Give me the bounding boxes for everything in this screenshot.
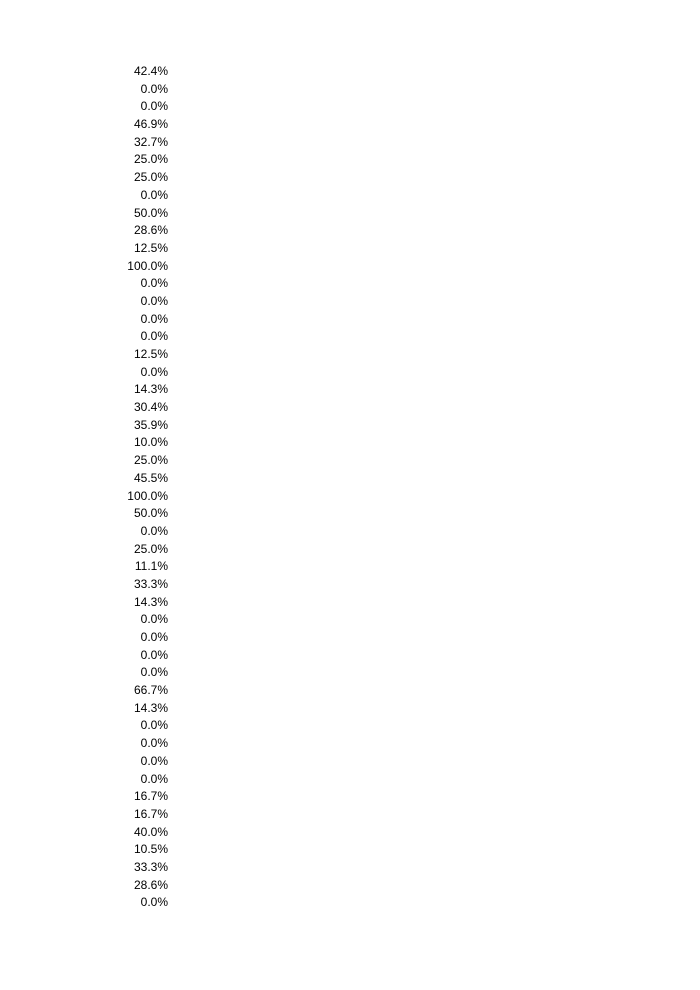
percentage-cell: 45.5% (133, 470, 168, 485)
percentage-cell: 100.0% (127, 488, 168, 503)
percentage-cell: 0.0% (140, 329, 168, 344)
percentage-cell: 50.0% (133, 506, 168, 521)
percentage-cell: 28.6% (133, 223, 168, 238)
percentage-cell: 25.0% (133, 170, 168, 185)
percentage-cell: 25.0% (133, 541, 168, 556)
percentage-cell: 12.5% (133, 240, 168, 255)
percentage-cell: 12.5% (133, 347, 168, 361)
percentage-cell: 25.0% (133, 152, 168, 167)
percentage-column (110, 63, 168, 912)
percentage-cell: 0.0% (140, 364, 168, 379)
percentage-cell: 33.3% (133, 859, 168, 874)
percentage-cell: 10.0% (133, 435, 168, 450)
percentage-cell: 16.7% (133, 789, 168, 804)
percentage-cell: 10.5% (133, 842, 168, 857)
percentage-cell: 46.9% (133, 117, 168, 132)
percentage-cell: 42.4% (133, 64, 168, 78)
percentage-cell: 0.0% (140, 612, 168, 627)
percentage-cell: 0.0% (140, 895, 168, 910)
percentage-cell: 0.0% (140, 771, 168, 786)
percentage-cell: 11.1% (134, 559, 168, 574)
percentage-cell: 0.0% (140, 293, 168, 308)
percentage-cell: 14.3% (133, 594, 168, 609)
percentage-cell: 33.3% (133, 576, 168, 591)
percentage-cell: 0.0% (140, 523, 168, 538)
percentage-cell: 50.0% (133, 205, 168, 220)
percentage-cell: 0.0% (140, 187, 168, 202)
percentage-cell: 16.7% (133, 806, 168, 821)
percentage-cell: 0.0% (140, 81, 168, 96)
percentage-cell: 100.0% (127, 258, 168, 273)
percentage-cell: 0.0% (140, 276, 168, 291)
percentage-cell: 0.0% (140, 736, 168, 751)
percentage-cell: 35.9% (133, 417, 168, 432)
percentage-cell: 0.0% (140, 647, 168, 662)
percentage-cell: 0.0% (140, 99, 168, 114)
percentage-cell: 32.7% (133, 134, 168, 149)
percentage-cell: 0.0% (140, 718, 168, 733)
percentage-cell: 30.4% (133, 400, 168, 415)
percentage-cell: 14.3% (133, 700, 168, 715)
percentage-cell: 0.0% (140, 630, 168, 644)
percentage-cell: 28.6% (133, 877, 168, 892)
percentage-cell: 14.3% (133, 382, 168, 397)
percentage-cell: 40.0% (133, 824, 168, 839)
percentage-cell: 0.0% (140, 753, 168, 768)
percentage-cell: 66.7% (133, 683, 168, 698)
percentage-cell: 25.0% (133, 453, 168, 468)
percentage-cell: 0.0% (140, 665, 168, 680)
percentage-cell: 0.0% (140, 311, 168, 326)
